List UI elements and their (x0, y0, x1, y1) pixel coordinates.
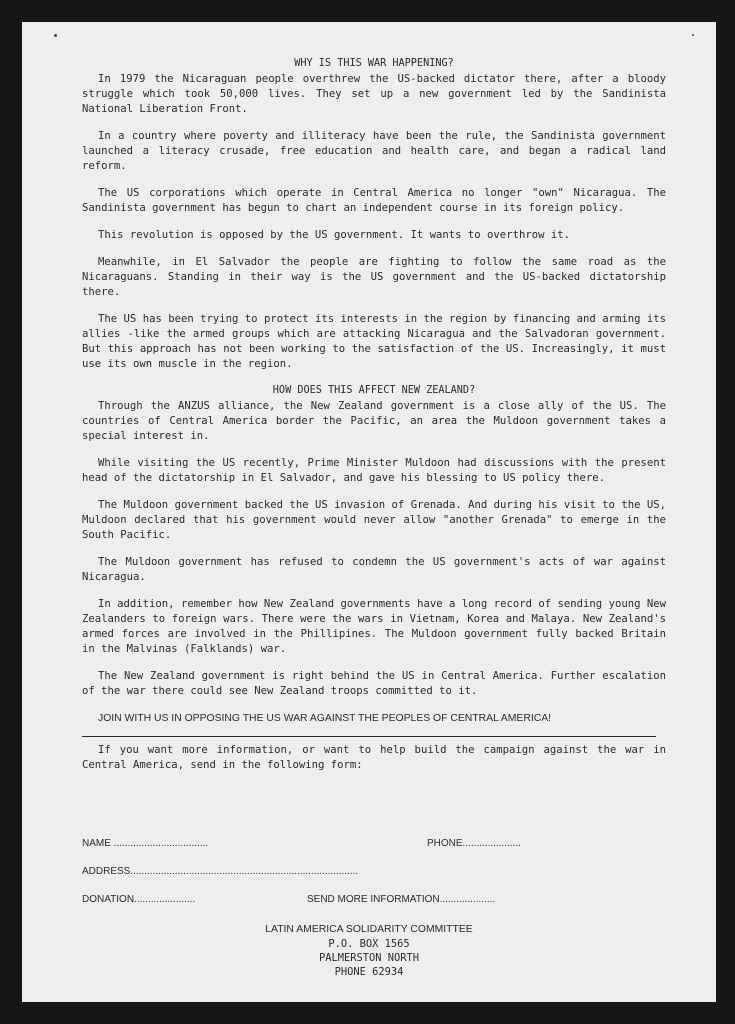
paragraph: While visiting the US recently, Prime Minister Muldoon had discussions with the present head of the dictatorship in El Salvador, and gave his blessing to US policy there. (82, 457, 666, 484)
section-why-war (82, 72, 666, 372)
paragraph: Meanwhile, in El Salvador the people are fighting to follow the same road as the Nicaraguans. Standing in their way is the US government and the US-backed dictatorship there. (82, 256, 666, 298)
section-affect-nz (82, 399, 666, 699)
form-donation-field: DONATION...................... (82, 894, 196, 905)
leaflet-body (82, 56, 666, 785)
heading-why-war: WHY IS THIS WAR HAPPENING? (294, 58, 454, 69)
paragraph: In 1979 the Nicaraguan people overthrew the US-backed dictator there, after a bloody struggle which took 50,000 lives. They set up a new government led by the Sandinista National Liberation Front. (82, 73, 666, 115)
paragraph: This revolution is opposed by the US government. It wants to overthrow it. (98, 229, 570, 241)
paragraph: The Muldoon government has refused to condemn the US government's acts of war against Nicaragua. (82, 556, 666, 583)
heading-affect-nz: HOW DOES THIS AFFECT NEW ZEALAND? (272, 385, 476, 396)
paragraph: In addition, remember how New Zealand governments have a long record of sending young New Zealanders to foreign wars. There were the wars in Vietnam, Korea and Malaya. New Zealand's armed forces are involved in the Phillipines. The Muldoon government fully backed Britain in the Malvinas (Falklands) war. (82, 598, 666, 655)
footer-box: P.O. BOX 1565 (328, 938, 410, 950)
footer-org: LATIN AMERICA SOLIDARITY COMMITTEE (265, 924, 473, 935)
footer-city: PALMERSTON NORTH (318, 952, 420, 964)
footer-phone: PHONE 62934 (334, 966, 404, 978)
form-send-info-field: SEND MORE INFORMATION.................... (307, 894, 496, 905)
punch-mark-right (692, 34, 694, 36)
leaflet-page (22, 22, 716, 1002)
paragraph: The US has been trying to protect its interests in the region by financing and arming its allies -like the armed groups which are attacking Nicaragua and the Salvadoran government. But this approach has not been working to the satisfaction of the US. Increasingly, it must use its own muscle in the region. (82, 313, 666, 370)
punch-mark-left (54, 34, 57, 37)
paragraph: The US corporations which operate in Central America no longer "own" Nicaragua. The Sandinista government has begun to chart an independent course in its foreign policy. (82, 187, 666, 214)
form-address-field: ADDRESS.................................................................................. (82, 866, 359, 877)
divider-rule (82, 736, 656, 737)
paragraph: The Muldoon government backed the US invasion of Grenada. And during his visit to the US, Muldoon declared that his government would never allow "another Grenada" to emerge in the South Pacific. (82, 499, 666, 541)
call-to-action: JOIN WITH US IN OPPOSING THE US WAR AGAINST THE PEOPLES OF CENTRAL AMERICA! (98, 713, 552, 724)
paragraph: Through the ANZUS alliance, the New Zealand government is a close ally of the US. The countries of Central America border the Pacific, an area the Muldoon government takes a special interest in. (82, 400, 666, 442)
form-phone-field: PHONE..................... (427, 838, 521, 849)
paragraph: In a country where poverty and illiteracy have been the rule, the Sandinista government launched a literacy crusade, free education and health care, and began a radical land reform. (82, 130, 666, 172)
form-name-field: NAME .................................. (82, 838, 209, 849)
info-request-text: If you want more information, or want to help build the campaign against the war in Central America, send in the following form: (82, 744, 666, 771)
paragraph: The New Zealand government is right behind the US in Central America. Further escalation of the war there could see New Zealand troops committed to it. (82, 670, 666, 697)
